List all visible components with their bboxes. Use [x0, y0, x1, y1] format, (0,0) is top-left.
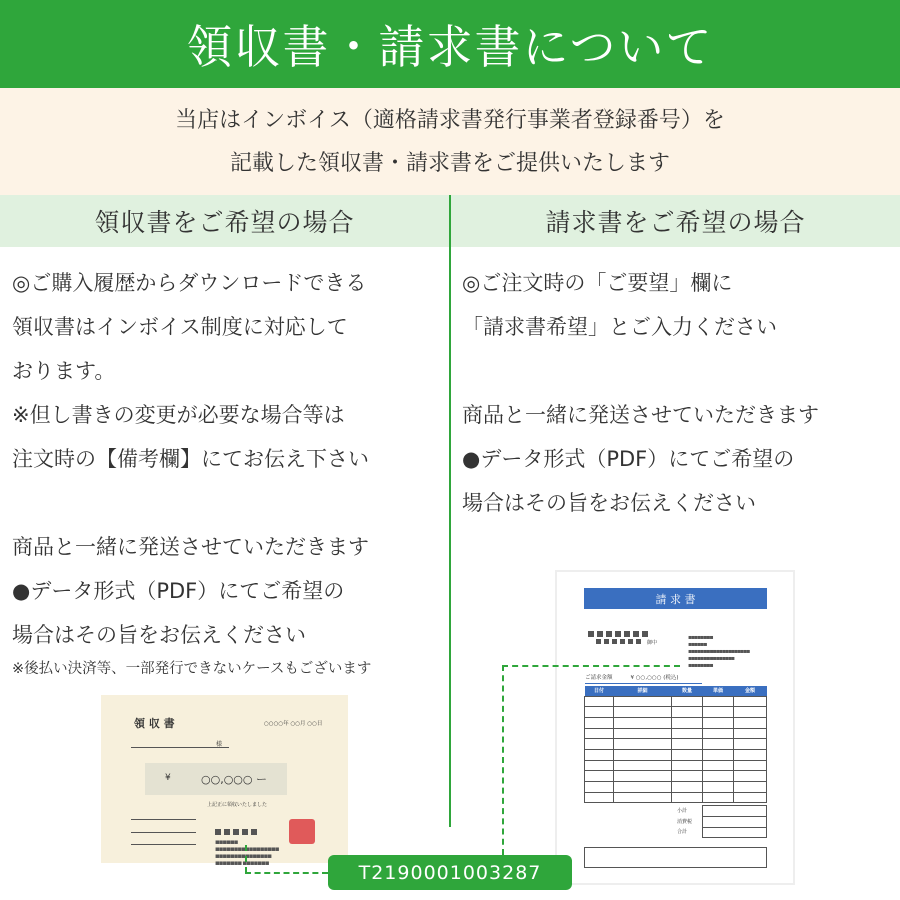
connector-line: [245, 872, 328, 874]
column-header: 数量: [681, 688, 692, 695]
connector-line: [502, 665, 504, 855]
text-line: [12, 481, 371, 525]
table-row: [585, 707, 767, 718]
subtotal-label: 小計: [677, 808, 688, 814]
tax-label: 消費税: [677, 818, 693, 825]
connector-line: [502, 665, 680, 667]
receipt-yen: ¥: [165, 773, 171, 783]
text-line: おります。: [12, 359, 116, 383]
text-line: 場合はその旨をお伝えください: [12, 623, 306, 647]
text-line: ◎ご購入履歴からダウンロードできる: [12, 271, 367, 295]
intro-line: 当店はインボイス（適格請求書発行事業者登録番号）を: [175, 107, 725, 133]
text-line: 商品と一緒に発送させていただきます: [12, 535, 369, 559]
page-title: 領収書・請求書について: [0, 0, 900, 88]
table-row: [585, 739, 767, 750]
receipt-illustration: [101, 695, 348, 867]
text-line: 注文時の【備考欄】にてお伝え下さい: [12, 447, 369, 471]
receipt-amount: ○○,○○○ ー: [201, 773, 267, 786]
text-line: 領収書はインボイス制度に対応して: [12, 315, 348, 339]
total-label: 合計: [677, 829, 688, 835]
text-line: [462, 349, 819, 393]
receipt-date: ○○○○年 ○○月 ○○日: [264, 721, 323, 727]
column-header: 日付: [593, 688, 604, 695]
table-row: [585, 717, 767, 728]
remarks-box: [584, 847, 767, 868]
text-line: 商品と一緒に発送させていただきます: [462, 403, 819, 427]
intro-line: 記載した領収書・請求書をご提供いたします: [229, 150, 670, 176]
receipt-title: 領 収 書: [134, 717, 175, 730]
note: ※後払い決済等、一部発行できないケースもございます: [12, 661, 372, 677]
column-header: 単価: [712, 688, 723, 695]
text-line: 場合はその旨をお伝えください: [462, 491, 756, 515]
text-line: ●データ形式（PDF）にてご希望の: [12, 579, 345, 603]
invoice-heading: 請求書をご希望の場合: [451, 195, 900, 247]
receipt-sama: 様: [216, 741, 223, 748]
text-line: ※但し書きの変更が必要な場合等は: [12, 403, 345, 427]
onchu: 御中: [647, 640, 658, 646]
table-row: [585, 749, 767, 760]
invoice-instructions: [462, 261, 819, 525]
table-row: [585, 760, 767, 771]
table-row: [585, 728, 767, 739]
text-line: ◎ご注文時の「ご要望」欄に: [462, 271, 733, 295]
text-line: ●データ形式（PDF）にてご希望の: [462, 447, 795, 471]
intro-banner: [0, 88, 900, 195]
invoice-title: 請 求 書: [584, 588, 767, 609]
column-divider: [449, 195, 451, 827]
invoice-amount: ¥ ○○,○○○ (税込): [630, 675, 679, 681]
column-header: 詳細: [637, 688, 648, 695]
table-row: [585, 696, 767, 707]
amount-label: ご請求金額: [585, 675, 613, 681]
text-line: 「請求書希望」とご入力ください: [462, 315, 777, 339]
connector-line: [245, 845, 247, 873]
invoice-table: [584, 686, 767, 803]
stamp-icon: [289, 819, 315, 844]
column-header: 金額: [744, 688, 755, 695]
receipt-received: 上記正に領収いたしました: [207, 802, 268, 808]
table-row: [585, 792, 767, 803]
table-row: [585, 771, 767, 782]
issuer-placeholder: ▪▪▪▪▪▪ ▪▪▪▪▪▪▪▪▪▪▪▪▪▪▪▪▪ ▪▪▪▪▪▪▪▪▪▪▪▪▪▪▪ ▪▪▪▪▪▪▪ ▪▪▪▪▪▪▪: [215, 820, 279, 867]
receipt-heading: 領収書をご希望の場合: [0, 195, 449, 247]
receipt-instructions: [12, 261, 371, 678]
table-row: [585, 782, 767, 793]
registration-number-badge: T2190001003287: [328, 855, 572, 890]
invoice-illustration: 請 求 書 御中 ▪▪▪▪▪▪▪▪ ▪▪▪▪▪▪ ▪▪▪▪▪▪▪▪▪▪▪▪▪▪▪▪▪▪▪▪ ▪▪▪▪▪▪▪▪▪▪▪▪▪▪▪ ▪▪▪▪▪▪▪▪ ご請求金額 ¥ ○○,○○○ (税込) 日付 詳細 数量 単価 金額 小計 消費税 合計: [555, 570, 795, 885]
